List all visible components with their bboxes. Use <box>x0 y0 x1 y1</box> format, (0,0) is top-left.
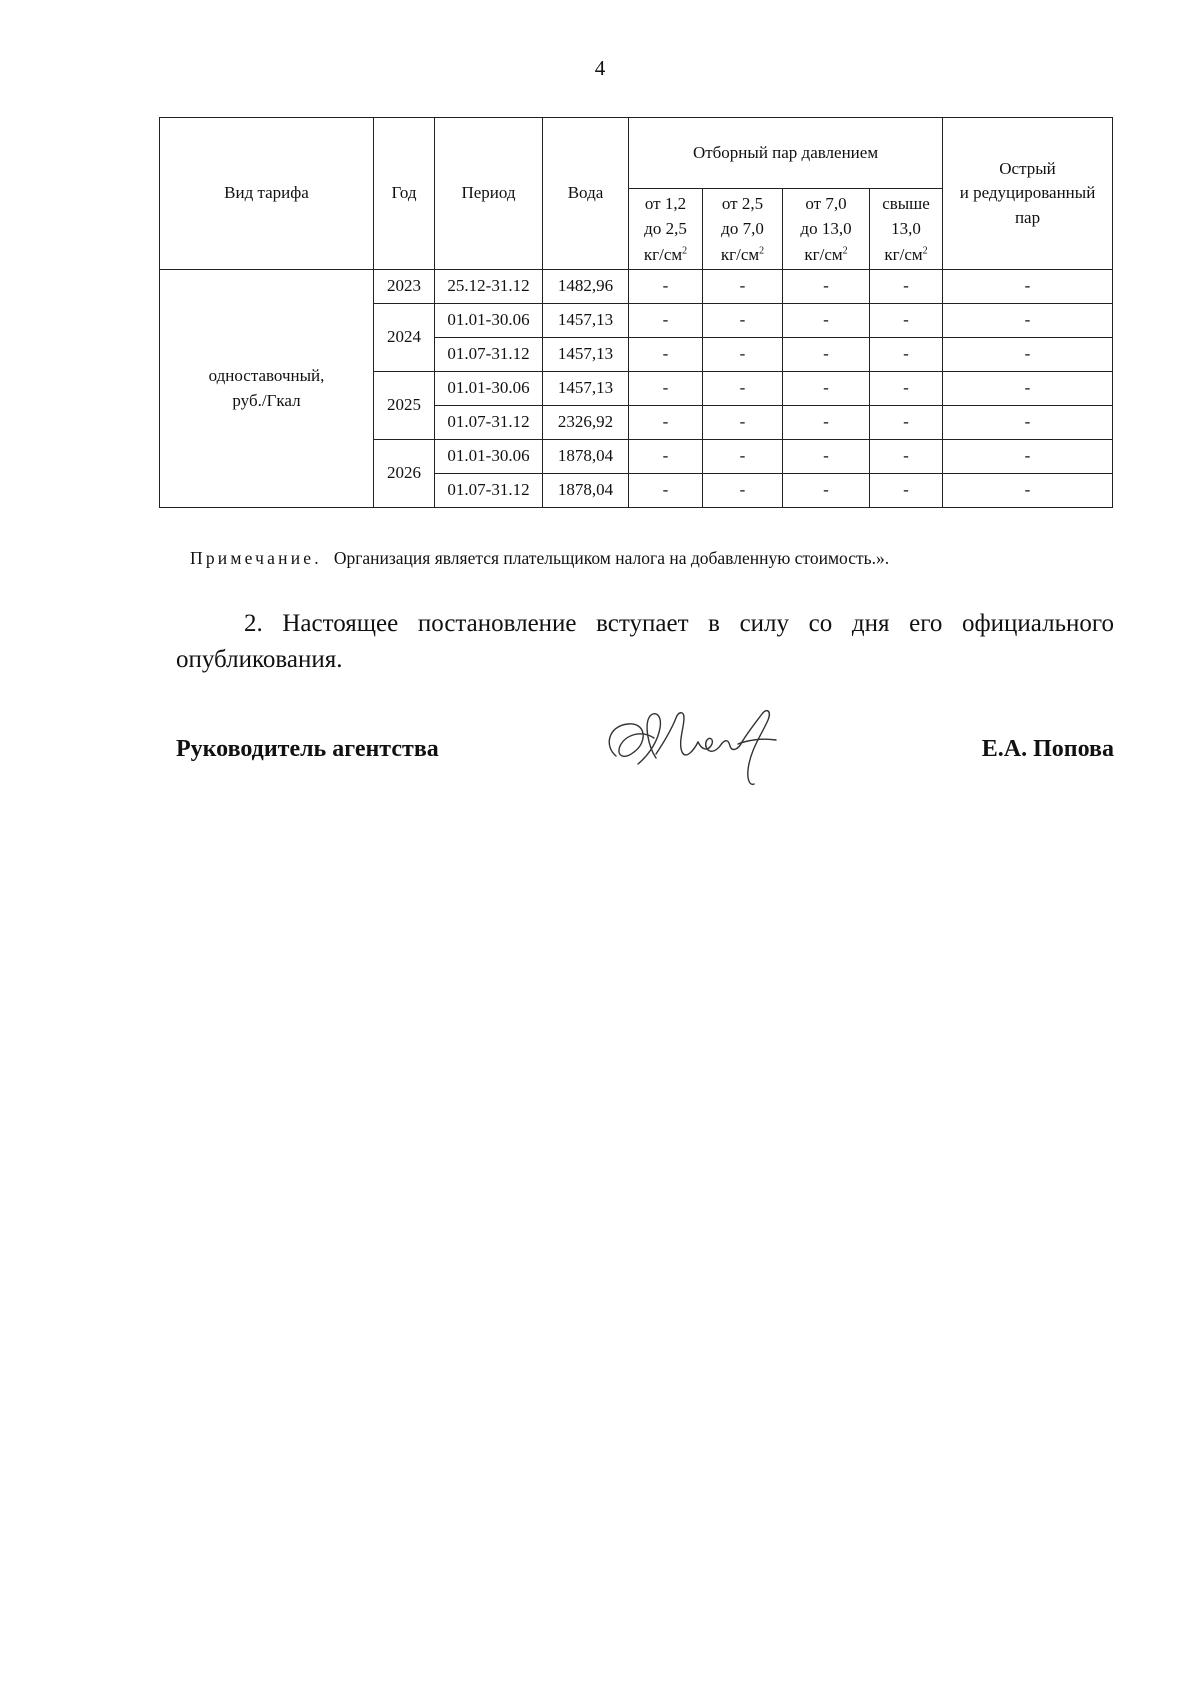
water-cell: 1457,13 <box>543 338 629 372</box>
header-sharp-steam-line1: Острый <box>999 158 1056 178</box>
header-steam-group: Отборный пар давлением <box>629 118 943 189</box>
period-cell: 25.12-31.12 <box>435 270 543 304</box>
steam-cell: - <box>783 338 870 372</box>
handwritten-signature <box>598 694 798 790</box>
header-pressure-line1: свыше <box>882 193 930 213</box>
sharp-steam-cell: - <box>943 474 1113 508</box>
tariff-table <box>159 117 1113 508</box>
header-pressure-2 <box>703 189 783 270</box>
year-cell: 2024 <box>374 304 435 372</box>
water-cell: 2326,92 <box>543 406 629 440</box>
period-cell: 01.01-30.06 <box>435 372 543 406</box>
steam-cell: - <box>783 474 870 508</box>
steam-cell: - <box>783 440 870 474</box>
effective-date-paragraph <box>176 606 1114 678</box>
sharp-steam-cell: - <box>943 338 1113 372</box>
header-period: Период <box>435 118 543 270</box>
sharp-steam-cell: - <box>943 270 1113 304</box>
steam-cell: - <box>783 304 870 338</box>
header-sharp-steam-line3: пар <box>1014 207 1041 227</box>
unit-text: кг/см <box>804 244 843 264</box>
header-pressure-line2: 13,0 <box>891 219 921 239</box>
unit-text: кг/см <box>884 244 923 264</box>
sharp-steam-cell: - <box>943 406 1113 440</box>
steam-cell: - <box>783 406 870 440</box>
header-tariff-type: Вид тарифа <box>160 118 374 270</box>
unit-text: кг/см <box>643 244 683 264</box>
year-cell: 2025 <box>374 372 435 440</box>
water-cell: 1457,13 <box>543 304 629 338</box>
header-water: Вода <box>543 118 629 270</box>
year-cell: 2026 <box>374 440 435 508</box>
unit-text: кг/см <box>720 244 760 264</box>
header-pressure-line1: от 7,0 <box>805 193 847 213</box>
header-pressure-line2: до 13,0 <box>800 219 852 239</box>
tariff-type-cell <box>160 270 374 508</box>
note <box>190 548 889 569</box>
year-cell: 2023 <box>374 270 435 304</box>
period-cell: 01.07-31.12 <box>435 338 543 372</box>
header-pressure-4 <box>870 189 943 270</box>
sharp-steam-cell: - <box>943 372 1113 406</box>
steam-cell: - <box>870 474 943 508</box>
steam-cell: - <box>783 372 870 406</box>
header-pressure-unit: $кг/см^2$ <box>643 244 688 264</box>
signatory-name: Е.А. Попова <box>981 736 1114 762</box>
note-text: Организация является плательщиком налога на добавленную стоимость.». <box>333 548 890 568</box>
steam-cell: - <box>703 270 783 304</box>
header-pressure-3 <box>783 189 870 270</box>
header-pressure-line2: до 2,5 <box>644 219 687 239</box>
sharp-steam-cell: - <box>943 304 1113 338</box>
steam-cell: - <box>870 338 943 372</box>
steam-cell: - <box>629 406 703 440</box>
period-cell: 01.01-30.06 <box>435 304 543 338</box>
signatory-position: Руководитель агентства <box>176 736 439 762</box>
tariff-type-line2: руб./Гкал <box>232 390 301 410</box>
water-cell: 1482,96 <box>543 270 629 304</box>
steam-cell: - <box>629 338 703 372</box>
steam-cell: - <box>703 440 783 474</box>
sharp-steam-cell: - <box>943 440 1113 474</box>
steam-cell: - <box>629 270 703 304</box>
steam-cell: - <box>703 406 783 440</box>
page-number: 4 <box>594 56 606 80</box>
header-pressure-unit: $кг/см^2$ <box>884 244 928 264</box>
header-pressure-1 <box>629 189 703 270</box>
steam-cell: - <box>870 440 943 474</box>
header-pressure-line1: от 1,2 <box>644 193 687 213</box>
steam-cell: - <box>870 270 943 304</box>
steam-cell: - <box>870 406 943 440</box>
steam-cell: - <box>703 338 783 372</box>
period-cell: 01.07-31.12 <box>435 406 543 440</box>
steam-cell: - <box>629 372 703 406</box>
steam-cell: - <box>629 304 703 338</box>
steam-cell: - <box>870 372 943 406</box>
water-cell: 1457,13 <box>543 372 629 406</box>
steam-cell: - <box>629 474 703 508</box>
header-pressure-line1: от 2,5 <box>721 193 764 213</box>
steam-cell: - <box>870 304 943 338</box>
header-pressure-unit: $кг/см^2$ <box>720 244 765 264</box>
steam-cell: - <box>629 440 703 474</box>
water-cell: 1878,04 <box>543 474 629 508</box>
paragraph-text: 2. Настоящее постановление вступает в силу со дня его официального опубликования. <box>176 610 1114 673</box>
period-cell: 01.01-30.06 <box>435 440 543 474</box>
header-sharp-steam-line2: и редуцированный <box>959 183 1096 203</box>
steam-cell: - <box>703 372 783 406</box>
header-year: Год <box>374 118 435 270</box>
steam-cell: - <box>703 474 783 508</box>
header-pressure-unit: $кг/см^2$ <box>804 244 848 264</box>
note-label: Примечание. <box>190 548 322 568</box>
steam-cell: - <box>783 270 870 304</box>
header-sharp-steam <box>943 118 1113 270</box>
steam-cell: - <box>703 304 783 338</box>
header-pressure-line2: до 7,0 <box>721 219 764 239</box>
table-row <box>160 270 1113 304</box>
period-cell: 01.07-31.12 <box>435 474 543 508</box>
tariff-type-line1: одноставочный, <box>208 365 325 385</box>
water-cell: 1878,04 <box>543 440 629 474</box>
